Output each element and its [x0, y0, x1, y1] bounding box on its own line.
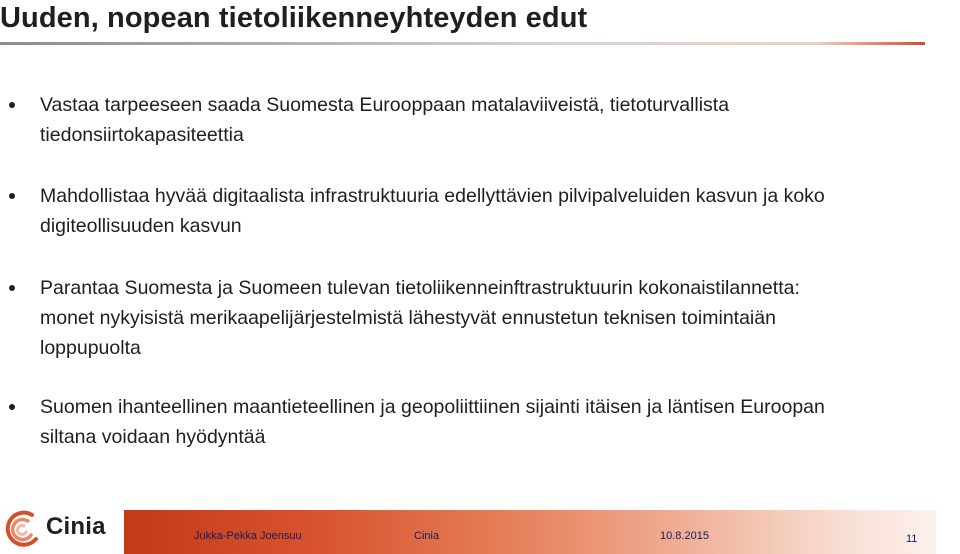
bullet-item: [40, 392, 840, 452]
slide-footer: [0, 503, 960, 554]
bullet-dot-icon: [9, 285, 15, 291]
slide-title: Uuden, nopean tietoliikenneyhteyden edut: [0, 2, 588, 34]
cinia-logo-mark-icon: [2, 509, 42, 549]
page-number: 11: [906, 533, 918, 545]
bullet-item: [40, 273, 840, 363]
cinia-logo: [2, 507, 124, 551]
bullet-item: [40, 181, 840, 241]
bullet-item: [40, 90, 840, 150]
footer-gradient-bar: [124, 510, 936, 554]
bullet-dot-icon: [9, 404, 15, 410]
bullet-text: Parantaa Suomesta ja Suomeen tulevan tietoliikenneinftrastruktuurin kokonaistilannetta: monet nykyisistä merikaapelijärjestelmistä lähestyvät ennustetun teknisen toimintaiän loppupuolta: [40, 277, 800, 359]
logo-wordmark: Cinia: [46, 513, 106, 540]
bullet-dot-icon: [9, 102, 15, 108]
bullet-text: Vastaa tarpeeseen saada Suomesta Eurooppaan matalaviiveistä, tietoturvallista tiedonsiirtokapasiteettia: [40, 94, 730, 146]
bullet-text: Suomen ihanteellinen maantieteellinen ja geopoliittiinen sijainti itäisen ja läntisen Euroopan siltana voidaan hyödyntää: [40, 396, 825, 448]
bullet-text: Mahdollistaa hyvää digitaalista infrastruktuuria edellyttävien pilvipalveluiden kasvun ja koko digiteollisuuden kasvun: [40, 185, 825, 237]
footer-author: Jukka-Pekka Joensuu: [194, 530, 302, 542]
footer-organization: Cinia: [414, 530, 440, 542]
footer-date: 10.8.2015: [660, 530, 709, 542]
bullet-dot-icon: [9, 193, 15, 199]
title-underline: [0, 42, 925, 45]
